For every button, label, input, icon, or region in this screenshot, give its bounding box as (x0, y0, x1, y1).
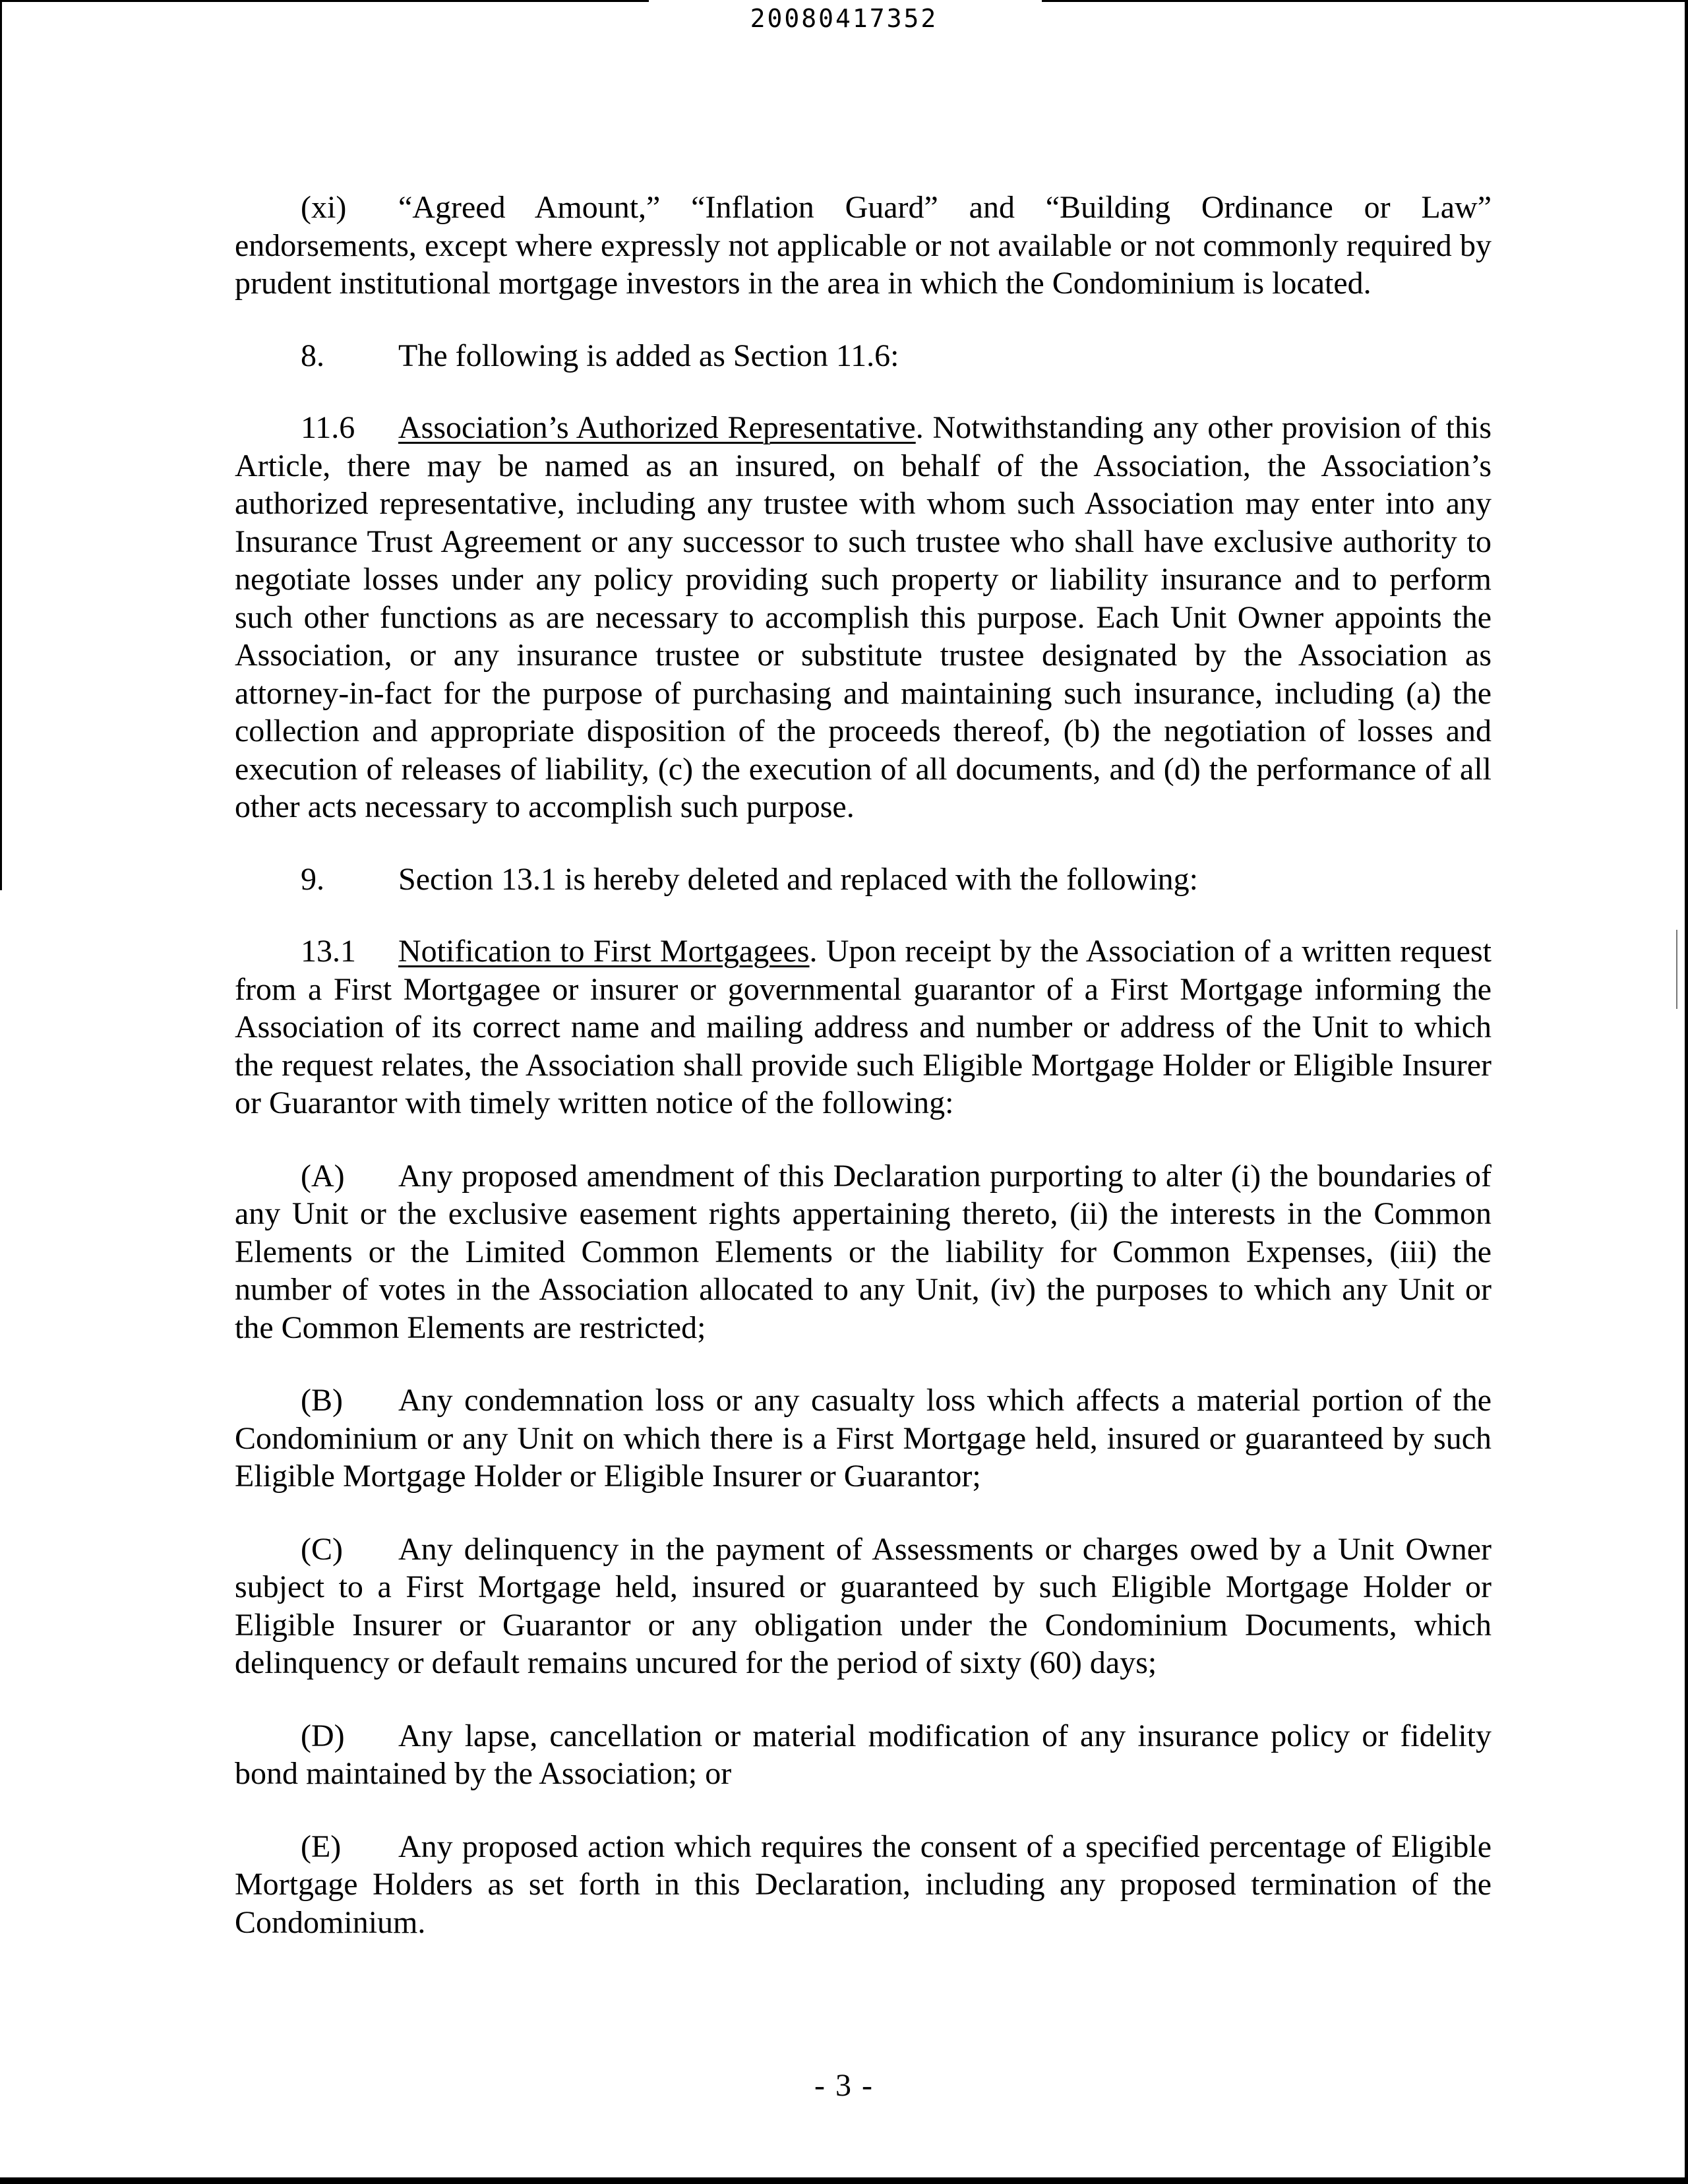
paragraph-text: The following is added as Section 11.6: (398, 338, 899, 373)
item-d (235, 1717, 1492, 1793)
section-13-1 (235, 932, 1492, 1122)
section-number: 13.1 (301, 934, 356, 969)
item-text: Any delinquency in the payment of Assessments or charges owed by a Unit Owner subject to a First Mortgage held, insured or guaranteed by such Eligible Mortgage Holder or Eligible Insurer or Guarantor or any obligation under the Condominium Documents, which delinquency or default remains uncured for the period of sixty (60) days; (235, 1531, 1492, 1680)
paragraph-lead: (xi) (301, 190, 347, 225)
item-text: Any lapse, cancellation or material modification of any insurance policy or fidelity bond maintained by the Association; or (235, 1718, 1492, 1791)
item-a (235, 1157, 1492, 1347)
document-number: 20080417352 (750, 4, 938, 33)
document-body (235, 189, 1492, 1941)
item-text: Any proposed action which requires the consent of a specified percentage of Eligible Mortgage Holders as set forth in this Declaration, including any proposed termination of the Condominium. (235, 1829, 1492, 1940)
section-number: 11.6 (301, 410, 355, 445)
item-lead: (E) (301, 1829, 342, 1864)
item-lead: (C) (301, 1531, 343, 1567)
item-lead: (B) (301, 1383, 343, 1418)
scan-border-top-left (0, 0, 649, 2)
item-b (235, 1381, 1492, 1496)
page-number: - 3 - (814, 2068, 874, 2103)
item-e (235, 1828, 1492, 1942)
scan-border-right (1685, 0, 1688, 2184)
scan-border-bottom (0, 2177, 1688, 2184)
scan-border-left (0, 0, 2, 890)
section-text: . Notwithstanding any other provision of this Article, there may be named as an insured, on behalf of the Association, the Association’s authorized representative, including any trustee with whom such Association may enter into any Insurance Trust Agreement or any successor to such trustee who shall have exclusive authority to negotiate losses under any policy providing such property or liability insurance and to perform such other functions as are necessary to accomplish this purpose. Each Unit Owner appoints the Association, or any insurance trustee or substitute trustee designated by the Association as attorney-in-fact for the purpose of purchasing and maintaining such insurance, including (a) the collection and appropriate disposition of the proceeds thereof, (b) the negotiation of losses and execution of releases of liability, (c) the execution of all documents, and (d) the performance of all other acts necessary to accomplish such purpose. (235, 410, 1492, 824)
item-text: Any condemnation loss or any casualty loss which affects a material portion of the Condominium or any Unit on which there is a First Mortgage held, insured or guaranteed by such Eligible Mortgage Holder or Eligible Insurer or Guarantor; (235, 1383, 1492, 1494)
paragraph-lead: 9. (301, 861, 324, 897)
paragraph-lead: 8. (301, 338, 324, 373)
item-lead: (A) (301, 1158, 345, 1194)
paragraph-text: Section 13.1 is hereby deleted and replaced with the following: (398, 861, 1198, 897)
section-11-6 (235, 409, 1492, 826)
paragraph-8 (235, 337, 1492, 375)
item-text: Any proposed amendment of this Declaration purporting to alter (i) the boundaries of any Unit or the exclusive easement rights appertaining thereto, (ii) the interests in the Common Elements or the Limited Common Elements or the liability for Common Expenses, (iii) the number of votes in the Association allocated to any Unit, (iv) the purposes to which any Unit or the Common Elements are restricted; (235, 1158, 1492, 1345)
paragraph-xi (235, 189, 1492, 303)
scan-border-top-right (1042, 0, 1688, 2)
section-title: Association’s Authorized Representative (398, 410, 916, 445)
paragraph-text: “Agreed Amount,” “Inflation Guard” and “Building Ordinance or Law” endorsements, except where expressly not applicable or not available or not commonly required by prudent institutional mortgage investors in the area in which the Condominium is located. (235, 190, 1492, 301)
item-c (235, 1531, 1492, 1682)
paragraph-9 (235, 861, 1492, 899)
item-lead: (D) (301, 1718, 345, 1753)
section-title: Notification to First Mortgagees (398, 934, 810, 969)
scan-margin-mark (1676, 930, 1677, 1009)
section-text: . Upon receipt by the Association of a written request from a First Mortgagee or insurer or governmental guarantor of a First Mortgage informing the Association of its correct name and mailing address and number or address of the Unit to which the request relates, the Association shall provide such Eligible Mortgage Holder or Eligible Insurer or Guarantor with timely written notice of the following: (235, 934, 1492, 1120)
